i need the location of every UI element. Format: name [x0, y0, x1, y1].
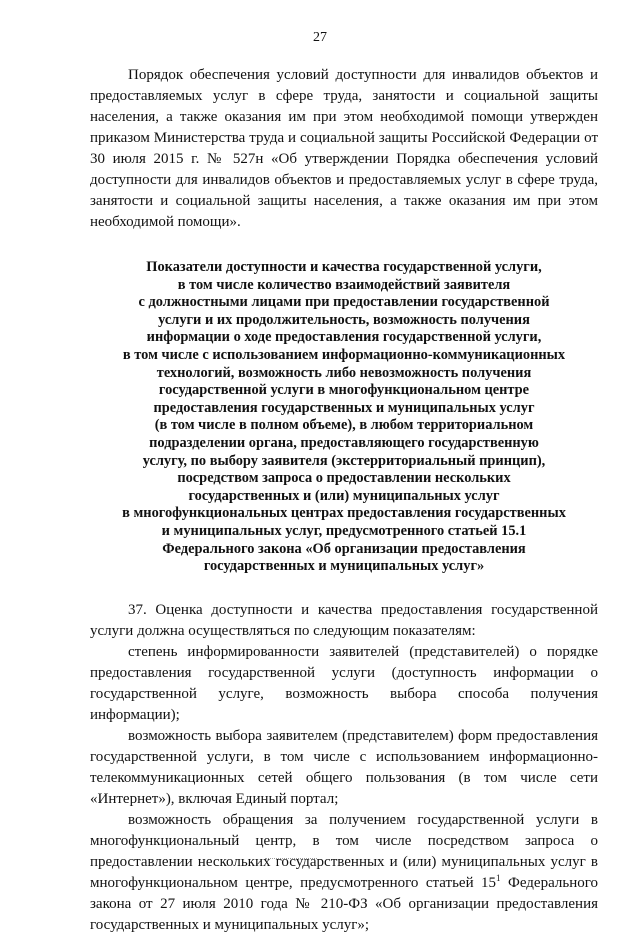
section-heading	[90, 259, 598, 576]
article-superscript: 1	[496, 872, 501, 883]
heading-line: технологий, возможность либо невозможность получения	[156, 364, 532, 381]
heading-line: подразделении органа, предоставляющего государственную	[149, 434, 539, 451]
paragraph-mfc	[90, 810, 598, 936]
heading-line: с должностными лицами при предоставлении государственной	[138, 294, 550, 311]
intro-paragraph: Порядок обеспечения условий доступности для инвалидов объектов и предоставляемых услуг в сфере труда, занятости и социальной защиты населения, а также оказания им при этом необходимой помощи утвержден приказом Министерства труда и социальной защиты Российской Федерации от 30 июля 2015 г. № 527н «Об утверждении Порядка обеспечения условий доступности для инвалидов объектов и предоставляемых услуг в сфере труда, занятости и социальной защиты населения, а также оказания им при этом необходимой помощи».	[90, 67, 598, 230]
page-footer-mark	[265, 858, 317, 859]
document-body	[90, 65, 598, 936]
heading-line: информации о ходе предоставления государственной услуги,	[146, 329, 542, 346]
heading-line: услугу, по выбору заявителя (экстерриториальный принцип),	[142, 452, 546, 469]
heading-line: Федерального закона «Об организации предоставления	[162, 540, 526, 557]
paragraph-form-choice: возможность выбора заявителем (представителем) форм предоставления государственной услуги, в том числе с использованием информационно-телекоммуникационных сетей общего пользования (в том числе сети «Интернет»), включая Единый портал;	[90, 727, 598, 807]
heading-line: посредством запроса о предоставлении нескольких	[177, 470, 511, 487]
heading-line: (в том числе в полном объеме), в любом территориальном	[154, 417, 534, 434]
heading-line: в том числе с использованием информационно-коммуникационных	[122, 346, 566, 363]
heading-line: в многофункциональных центрах предоставления государственных	[122, 505, 566, 522]
paragraph-mfc-text: возможность обращения за получением государственной услуги в многофункциональный центр, в том числе посредством запроса о предоставлении нескольких государственных и (или) муниципальных услуг в многофункциональном центре, предусмотренного статьей 15	[90, 811, 598, 891]
heading-line: Показатели доступности и качества государственной услуги,	[146, 259, 542, 275]
paragraph-37: 37. Оценка доступности и качества предоставления государственной услуги должна осуществляться по следующим показателям:	[90, 601, 598, 639]
heading-line: в том числе количество взаимодействий заявителя	[177, 276, 511, 293]
heading-line: государственной услуги в многофункциональном центре	[158, 382, 530, 399]
heading-line: и муниципальных услуг, предусмотренного статьей 15.1	[161, 522, 527, 539]
section-37	[90, 600, 598, 936]
paragraph-informedness: степень информированности заявителей (представителей) о порядке предоставления государственной услуги (доступность информации о государственной услуге, возможность выбора способа получения информации);	[90, 643, 598, 723]
paragraph-mfc-text-end: Федерального закона от 27 июля 2010 года № 210-ФЗ «Об организации предоставления государственных и муниципальных услуг»;	[90, 874, 599, 933]
heading-line: государственных и муниципальных услуг»	[203, 558, 485, 575]
heading-line: услуги и их продолжительность, возможность получения	[158, 311, 530, 328]
heading-line: государственных и (или) муниципальных услуг	[188, 487, 500, 504]
page-number: 27	[313, 30, 327, 45]
heading-line: предоставления государственных и муниципальных услуг	[153, 399, 535, 416]
